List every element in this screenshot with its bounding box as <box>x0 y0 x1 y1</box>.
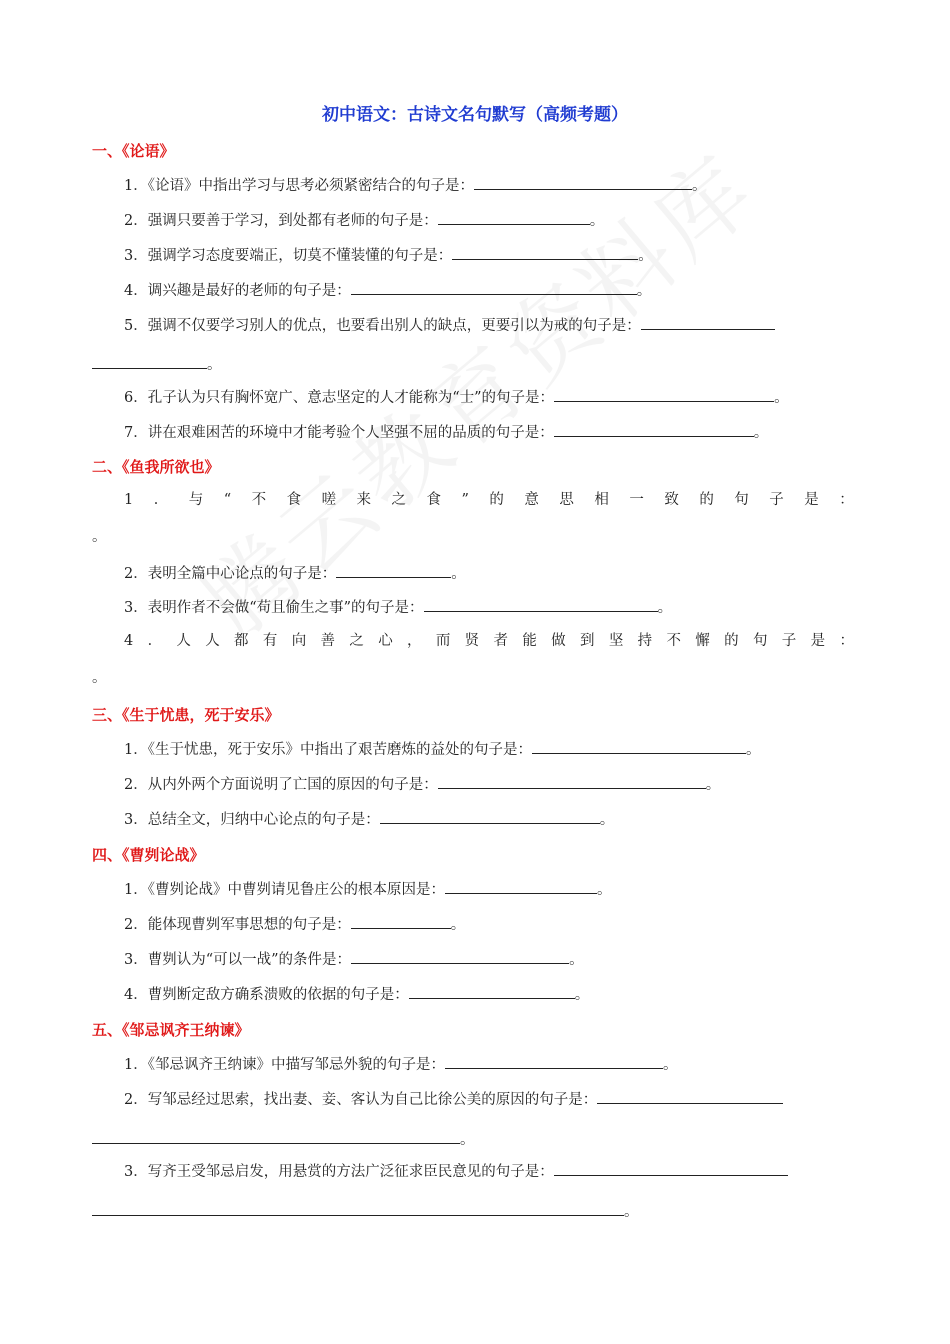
question-text: 3．强调学习态度要端正，切莫不懂装懂的句子是： <box>124 248 453 264</box>
question-text: 3．写齐王受邹忌启发，用悬赏的方法广泛征求臣民意见的句子是： <box>124 1164 554 1180</box>
question-continuation <box>92 1200 639 1222</box>
answer-blank[interactable] <box>351 948 569 964</box>
section-heading-lunyu: 一、《论语》 <box>92 142 175 160</box>
question-char: ： <box>839 633 854 649</box>
period: 。 <box>451 566 466 582</box>
question-char: 的 <box>699 492 714 508</box>
question-text: 6．孔子认为只有胸怀宽广、意志坚定的人才能称为“士”的句子是： <box>124 390 555 406</box>
question-char: 一 <box>629 492 644 508</box>
question-item <box>124 421 768 443</box>
question-continuation <box>92 1128 475 1150</box>
question-item <box>124 878 611 900</box>
question-text: 3．总结全文，归纳中心论点的句子是： <box>124 812 380 828</box>
question-item <box>124 244 653 266</box>
question-char: 句 <box>752 633 768 649</box>
question-item <box>124 314 775 336</box>
answer-blank[interactable] <box>336 562 451 578</box>
question-item <box>124 174 706 196</box>
question-char: 懈 <box>695 633 710 649</box>
period: 。 <box>753 425 769 441</box>
question-text: 2．能体现曹刿军事思想的句子是： <box>124 917 351 933</box>
question-char: 有 <box>262 633 278 649</box>
question-char: 做 <box>551 633 566 649</box>
answer-blank[interactable] <box>438 773 706 789</box>
question-char: 的 <box>724 633 739 649</box>
question-char: ” <box>461 492 469 508</box>
question-item <box>124 1088 783 1110</box>
period: 。 <box>691 178 707 194</box>
section-heading-caoguilunzhan: 四、《曹刿论战》 <box>92 846 205 864</box>
period: 。 <box>569 952 584 968</box>
answer-blank[interactable] <box>92 1128 460 1144</box>
period: 。 <box>460 1132 475 1148</box>
question-item <box>124 808 614 830</box>
question-char: 食 <box>286 492 302 508</box>
question-char: 坚 <box>608 633 624 649</box>
question-char: 相 <box>594 492 609 508</box>
question-char: 思 <box>559 492 574 508</box>
question-text: 4．调兴趣是最好的老师的句子是： <box>124 283 351 299</box>
question-text: 2．从内外两个方面说明了亡国的原因的句子是： <box>124 777 438 793</box>
question-item <box>124 1053 677 1075</box>
question-char: 向 <box>291 633 307 649</box>
question-char: 子 <box>769 492 784 508</box>
question-item <box>124 773 720 795</box>
answer-blank[interactable] <box>641 314 775 330</box>
question-char: “ <box>223 492 232 508</box>
question-char: ： <box>839 492 854 508</box>
question-item-justified <box>124 490 854 510</box>
question-item <box>124 1160 788 1182</box>
answer-blank[interactable] <box>597 1088 783 1104</box>
period: 。 <box>638 248 653 264</box>
question-char: 句 <box>734 492 749 508</box>
question-text: 3．表明作者不会做“苟且偷生之事”的句子是： <box>124 600 424 616</box>
question-char: 1 <box>124 492 134 508</box>
answer-blank[interactable] <box>92 353 207 369</box>
answer-blank[interactable] <box>445 878 597 894</box>
question-char: 不 <box>666 633 681 649</box>
question-text: 1．《曹刿论战》中曹刿请见鲁庄公的根本原因是： <box>124 882 445 898</box>
question-char: 人 <box>176 633 191 649</box>
question-char: 致 <box>664 492 679 508</box>
section-heading-shengyuyouhuan: 三、《生于忧患，死于安乐》 <box>92 706 280 724</box>
answer-blank[interactable] <box>438 209 590 225</box>
answer-blank[interactable] <box>554 1160 788 1176</box>
question-char: 持 <box>637 633 653 649</box>
question-char: 心 <box>378 633 393 649</box>
period: 。 <box>450 917 466 933</box>
question-char: 能 <box>522 633 537 649</box>
question-char: 嗟 <box>321 492 337 508</box>
question-item <box>124 983 589 1005</box>
question-char: 而 <box>435 633 451 649</box>
period: 。 <box>599 812 615 828</box>
period: 。 <box>574 987 590 1003</box>
question-char: 都 <box>234 633 249 649</box>
period: 。 <box>705 777 721 793</box>
period: 。 <box>624 1204 639 1220</box>
question-item <box>124 738 760 760</box>
period: 。 <box>207 357 222 373</box>
question-char: 之 <box>349 633 364 649</box>
period: 。 <box>774 390 789 406</box>
question-text: 4．曹刿断定敌方确系溃败的依据的句子是： <box>124 987 409 1003</box>
question-char: ， <box>407 633 422 649</box>
question-char: 子 <box>781 633 797 649</box>
answer-blank[interactable] <box>351 279 637 295</box>
question-text: 1．《生于忧患，死于安乐》中指出了艰苦磨炼的益处的句子是： <box>124 742 532 758</box>
question-continuation <box>92 527 107 547</box>
question-char: ． <box>153 492 169 508</box>
question-char: 贤 <box>464 633 480 649</box>
question-text: 2．强调只要善于学习，到处都有老师的句子是： <box>124 213 438 229</box>
question-text: 3．曹刿认为“可以一战”的条件是： <box>124 952 352 968</box>
period: 。 <box>657 600 673 616</box>
question-continuation <box>92 353 222 375</box>
period: 。 <box>662 1057 678 1073</box>
question-text: 1．《邹忌讽齐王纳谏》中描写邹忌外貌的句子是： <box>124 1057 445 1073</box>
section-heading-yuwosuoyuye: 二、《鱼我所欲也》 <box>92 458 220 476</box>
answer-blank[interactable] <box>452 244 638 260</box>
question-item <box>124 596 672 618</box>
period: 。 <box>589 213 605 229</box>
section-heading-zoujifengqiwang: 五、《邹忌讽齐王纳谏》 <box>92 1021 250 1039</box>
question-continuation <box>92 668 107 688</box>
question-char: 不 <box>251 492 267 508</box>
answer-blank[interactable] <box>380 808 600 824</box>
answer-blank[interactable] <box>409 983 575 999</box>
question-char: 意 <box>524 492 539 508</box>
page-title: 初中语文：古诗文名句默写（高频考题） <box>322 105 628 125</box>
question-char: 到 <box>579 633 595 649</box>
question-text: 7．讲在艰难困苦的环境中才能考验个人坚强不屈的品质的句子是： <box>124 425 554 441</box>
question-char: 是 <box>804 492 819 508</box>
answer-blank[interactable] <box>92 1200 624 1216</box>
question-char: 善 <box>320 633 336 649</box>
answer-blank[interactable] <box>351 913 451 929</box>
answer-blank[interactable] <box>554 386 774 402</box>
question-text: 5．强调不仅要学习别人的优点，也要看出别人的缺点，更要引以为戒的句子是： <box>124 318 641 334</box>
period: 。 <box>745 742 761 758</box>
question-char: 与 <box>188 492 204 508</box>
period: 。 <box>92 670 107 686</box>
question-item <box>124 948 584 970</box>
question-text: 2．表明全篇中心论点的句子是： <box>124 566 337 582</box>
period: 。 <box>92 529 107 545</box>
question-item-justified-2 <box>124 631 854 651</box>
question-char: 来 <box>356 492 372 508</box>
question-text: 2．写邹忌经过思索，找出妻、妾、客认为自己比徐公美的原因的句子是： <box>124 1092 598 1108</box>
question-char: 是 <box>810 633 826 649</box>
answer-blank[interactable] <box>424 596 658 612</box>
question-char: ． <box>147 633 163 649</box>
question-item <box>124 209 604 231</box>
question-char: 的 <box>489 492 504 508</box>
question-item <box>124 386 789 408</box>
question-char: 者 <box>493 633 508 649</box>
question-text: 1．《论语》中指出学习与思考必须紧密结合的句子是： <box>124 178 474 194</box>
question-char: 食 <box>426 492 442 508</box>
answer-blank[interactable] <box>554 421 754 437</box>
question-char: 之 <box>391 492 407 508</box>
question-item <box>124 913 465 935</box>
question-char: 人 <box>205 633 220 649</box>
answer-blank[interactable] <box>445 1053 663 1069</box>
answer-blank[interactable] <box>532 738 746 754</box>
answer-blank[interactable] <box>474 174 692 190</box>
question-item <box>124 562 466 584</box>
period: 。 <box>636 283 652 299</box>
period: 。 <box>596 882 612 898</box>
question-item <box>124 279 651 301</box>
question-char: 4 <box>124 633 134 649</box>
